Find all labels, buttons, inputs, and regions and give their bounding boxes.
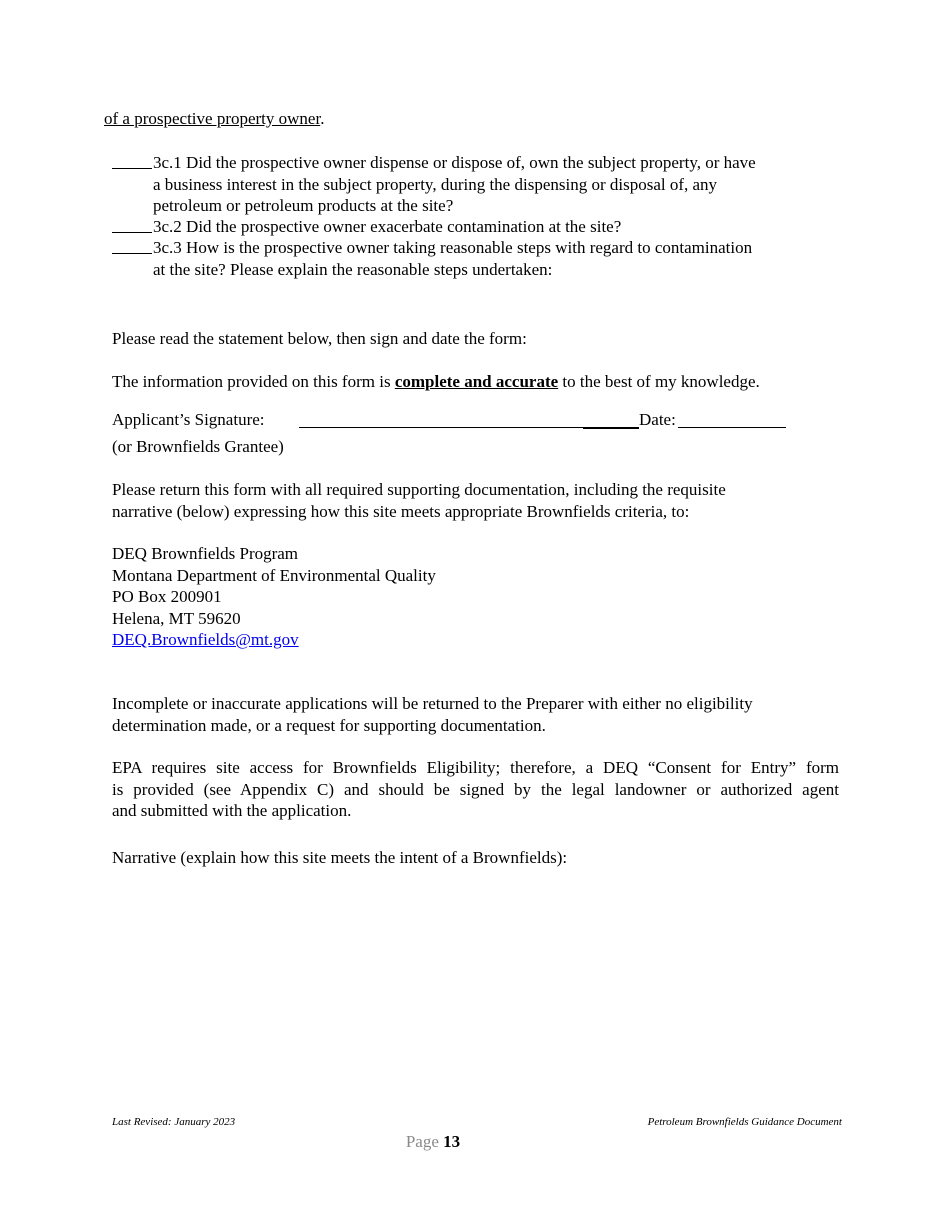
answer-blank-3c2[interactable] xyxy=(112,218,152,233)
signature-sub-label: (or Brownfields Grantee) xyxy=(112,437,284,456)
question-3c1-line2: a business interest in the subject property, during the dispensing or disposal of, any xyxy=(153,174,718,194)
question-3c1-line1: 3c.1 Did the prospective owner dispense or dispose of, own the subject property, or have xyxy=(153,153,756,172)
page-number: 13 xyxy=(443,1132,461,1151)
answer-blank-3c3[interactable] xyxy=(112,239,152,254)
question-3c3-line2: at the site? Please explain the reasonable steps undertaken: xyxy=(153,259,553,279)
incomplete-notice xyxy=(112,693,753,736)
address-line1: DEQ Brownfields Program xyxy=(112,544,299,563)
answer-blank-3c1[interactable] xyxy=(112,154,152,169)
epa-notice xyxy=(112,757,839,822)
signature-row xyxy=(112,409,812,433)
sign-instruction: Please read the statement below, then sign and date the form: xyxy=(112,329,527,348)
return-instructions xyxy=(112,479,726,522)
footer-doc-title: Petroleum Brownfields Guidance Document xyxy=(647,1116,842,1128)
date-field[interactable] xyxy=(678,411,786,428)
epa-notice-line1: EPA requires site access for Brownfields Eligibility; therefore, a DEQ “Consent for Entry” form xyxy=(112,758,839,777)
address-line4: Helena, MT 59620 xyxy=(112,608,241,628)
question-3c1-line3: petroleum or petroleum products at the site? xyxy=(153,196,454,215)
continued-heading xyxy=(104,108,324,130)
footer-revised: Last Revised: January 2023 xyxy=(112,1116,236,1128)
statement-after: to the best of my knowledge. xyxy=(558,372,760,391)
signature-field-tail xyxy=(583,411,639,429)
epa-notice-line2: is provided (see Appendix C) and should be signed by the legal landowner or authorized agent xyxy=(112,779,839,799)
continued-heading-underlined: of a prospective property owner xyxy=(104,109,321,128)
return-instructions-line2: narrative (below) expressing how this site meets appropriate Brownfields criteria, to: xyxy=(112,501,690,521)
question-3c2-line1: 3c.2 Did the prospective owner exacerbate contamination at the site? xyxy=(153,217,622,236)
footer-page xyxy=(0,1131,866,1153)
question-3c3 xyxy=(112,237,832,281)
question-3c1 xyxy=(112,152,832,218)
question-3c2 xyxy=(112,216,832,238)
epa-notice-line3: and submitted with the application. xyxy=(112,801,352,820)
incomplete-notice-line1: Incomplete or inaccurate applications will be returned to the Preparer with either no eligibility xyxy=(112,694,753,713)
narrative-label: Narrative (explain how this site meets the intent of a Brownfields): xyxy=(112,848,568,867)
address-line2: Montana Department of Environmental Quality xyxy=(112,565,436,585)
address-line3: PO Box 200901 xyxy=(112,587,222,606)
signature-label: Applicant’s Signature: xyxy=(112,410,265,429)
mailing-address xyxy=(112,543,436,651)
date-label: Date: xyxy=(639,410,676,429)
question-3c2-text xyxy=(153,216,833,238)
question-3c3-line1: 3c.3 How is the prospective owner taking reasonable steps with regard to contamination xyxy=(153,238,753,257)
email-link[interactable]: DEQ.Brownfields@mt.gov xyxy=(112,630,299,649)
question-3c1-text xyxy=(153,152,833,217)
statement-emphasis: complete and accurate xyxy=(394,372,559,391)
page-label: Page xyxy=(405,1132,439,1151)
return-instructions-line1: Please return this form with all required supporting documentation, including the requisite xyxy=(112,480,726,499)
continued-heading-period: . xyxy=(320,109,325,128)
statement-before: The information provided on this form is xyxy=(112,372,395,391)
incomplete-notice-line2: determination made, or a request for supporting documentation. xyxy=(112,715,546,735)
question-3c3-text xyxy=(153,237,833,280)
accuracy-statement xyxy=(112,371,760,393)
